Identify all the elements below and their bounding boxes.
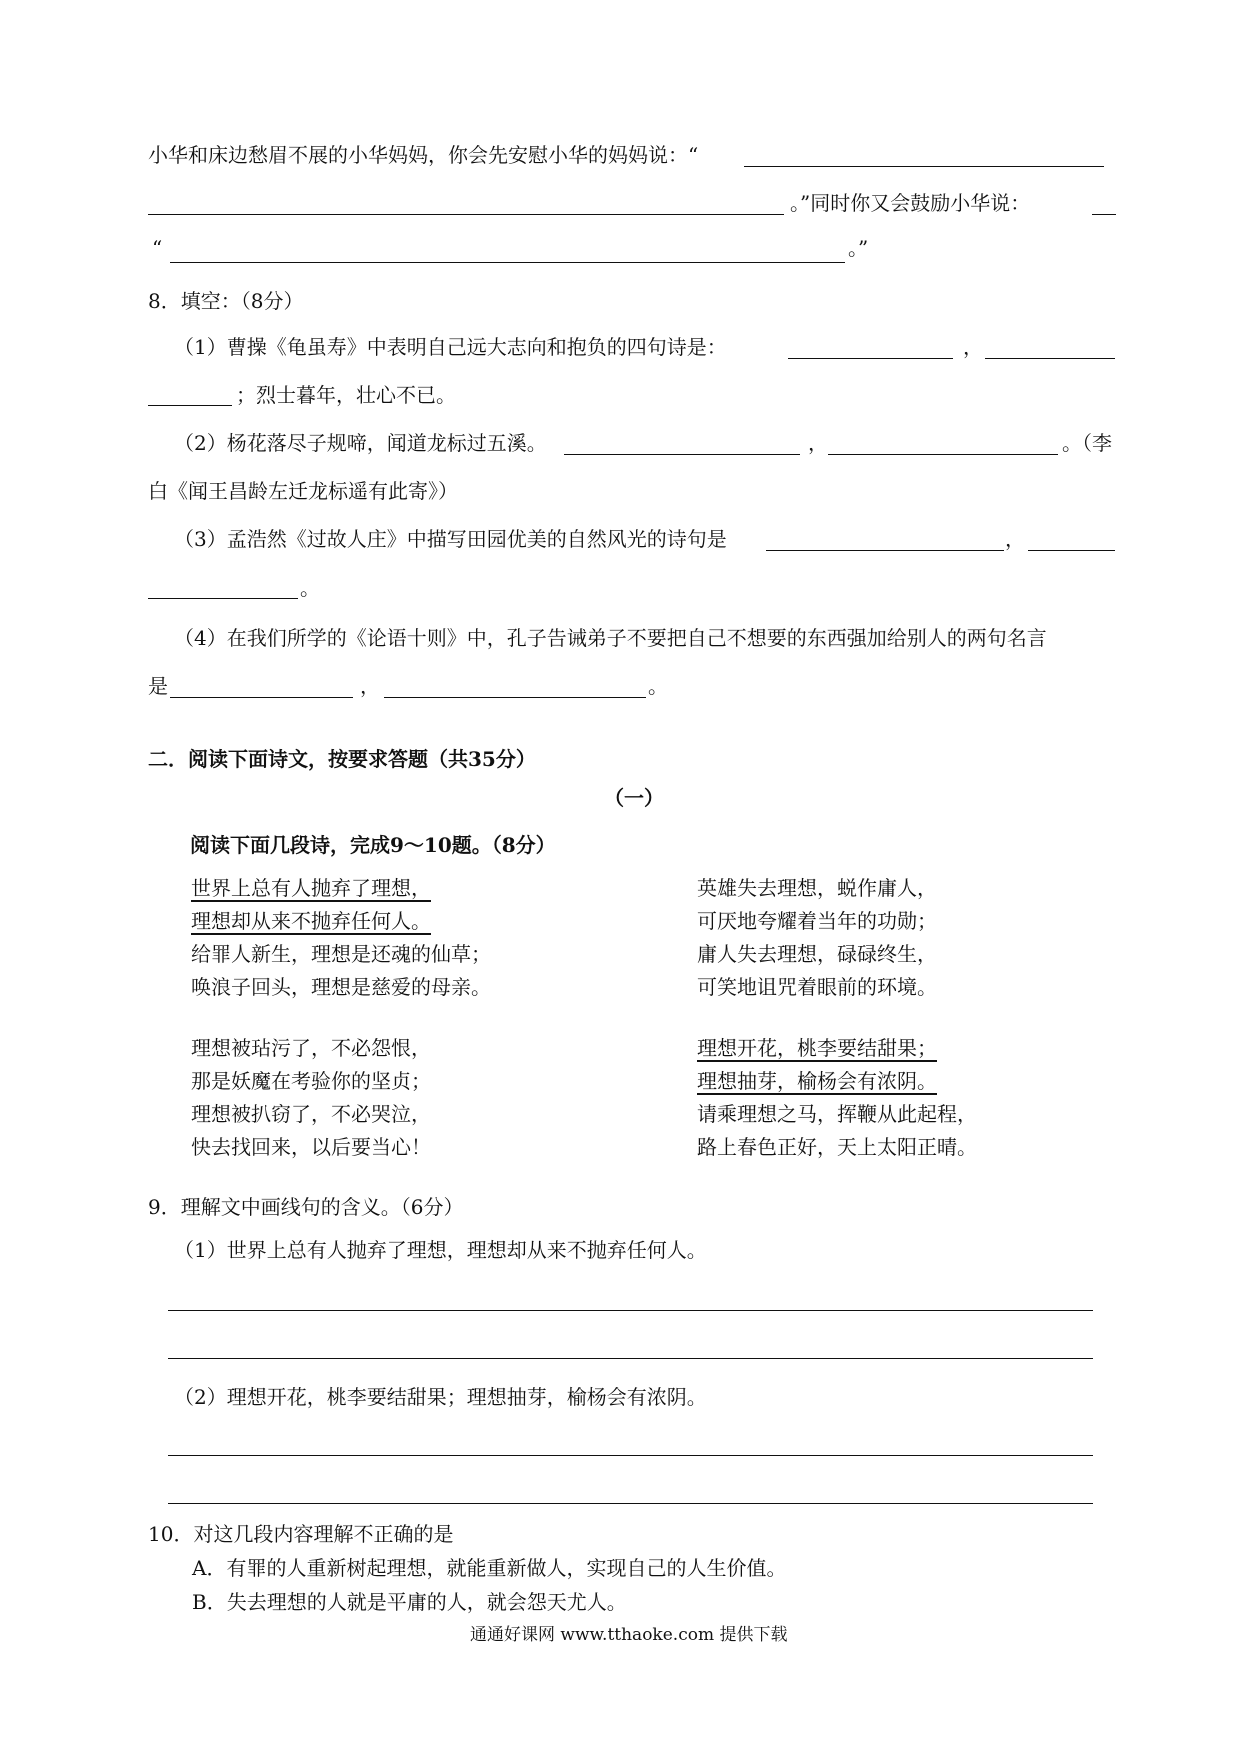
poem-line: 快去找回来，以后要当心！ xyxy=(191,1135,431,1159)
answer-blank[interactable] xyxy=(148,598,298,599)
question-item: （3）孟浩然《过故人庄》中描写田园优美的自然风光的诗句是 xyxy=(174,527,727,551)
answer-blank[interactable] xyxy=(828,454,1058,455)
poem-line-underlined: 理想抽芽，榆杨会有浓阴。 xyxy=(697,1069,937,1093)
text-line: 。 xyxy=(648,674,668,698)
answer-blank[interactable] xyxy=(788,358,953,359)
answer-blank[interactable] xyxy=(985,358,1115,359)
comma: ， xyxy=(360,674,380,698)
question-item: （1）世界上总有人抛弃了理想，理想却从来不抛弃任何人。 xyxy=(174,1238,707,1262)
question-item: （1）曹操《龟虽寿》中表明自己远大志向和抱负的四句诗是： xyxy=(174,335,727,359)
poem-line: 英雄失去理想，蜕作庸人， xyxy=(697,876,937,900)
page-footer: 通通好课网 www.tthaoke.com 提供下载 xyxy=(470,1625,788,1645)
close-quote: 。” xyxy=(848,236,869,260)
answer-line[interactable] xyxy=(168,1358,1093,1359)
answer-blank[interactable] xyxy=(564,454,800,455)
text-line: 白《闻王昌龄左迁龙标遥有此寄》） xyxy=(148,479,458,503)
poem-line-underlined: 理想开花，桃李要结甜果； xyxy=(697,1036,937,1060)
question-title: 9．理解文中画线句的含义。（6分） xyxy=(148,1195,464,1219)
answer-line[interactable] xyxy=(168,1310,1093,1311)
poem-line: 那是妖魔在考验你的坚贞； xyxy=(191,1069,431,1093)
question-item: （4）在我们所学的《论语十则》中，孔子告诫弟子不要把自己不想要的东西强加给别人的两句名言 xyxy=(174,626,1047,650)
poem-line: 理想被扒窃了，不必哭泣， xyxy=(191,1102,431,1126)
answer-blank[interactable] xyxy=(1092,214,1116,215)
answer-blank[interactable] xyxy=(170,262,845,263)
comma: ， xyxy=(963,335,983,359)
choice-a[interactable]: A．有罪的人重新树起理想，就能重新做人，实现自己的人生价值。 xyxy=(192,1556,787,1580)
poem-line: 理想被玷污了，不必怨恨， xyxy=(191,1036,431,1060)
text-line: 。（李 xyxy=(1062,431,1112,455)
poem-line: 给罪人新生，理想是还魂的仙草； xyxy=(191,942,491,966)
poem-line: 可厌地夸耀着当年的功勋； xyxy=(697,909,937,933)
answer-blank[interactable] xyxy=(744,166,1104,167)
question-item: ；烈士暮年，壮心不已。 xyxy=(236,383,456,407)
answer-line[interactable] xyxy=(168,1503,1093,1504)
answer-blank[interactable] xyxy=(766,550,1004,551)
comma: ， xyxy=(1005,527,1025,551)
text-line: 。”同时你又会鼓励小华说： xyxy=(790,191,1031,215)
poem-line: 庸人失去理想，碌碌终生， xyxy=(697,942,937,966)
answer-blank[interactable] xyxy=(384,697,646,698)
text-line: 是 xyxy=(148,674,168,698)
poem-line: 请乘理想之马，挥鞭从此起程， xyxy=(697,1102,977,1126)
comma: ， xyxy=(808,431,828,455)
choice-b[interactable]: B．失去理想的人就是平庸的人，就会怨天尤人。 xyxy=(192,1590,627,1614)
answer-blank[interactable] xyxy=(148,405,232,406)
poem-line-underlined: 世界上总有人抛弃了理想， xyxy=(191,876,431,900)
answer-blank[interactable] xyxy=(148,214,784,215)
answer-line[interactable] xyxy=(168,1455,1093,1456)
question-item: （2）理想开花，桃李要结甜果；理想抽芽，榆杨会有浓阴。 xyxy=(174,1385,707,1409)
instruction: 阅读下面几段诗，完成9～10题。（8分） xyxy=(190,833,556,857)
section-heading: 二．阅读下面诗文，按要求答题（共35分） xyxy=(148,747,536,771)
poem-line: 唤浪子回头，理想是慈爱的母亲。 xyxy=(191,975,491,999)
answer-blank[interactable] xyxy=(1028,550,1115,551)
question-title: 8．填空：（8分） xyxy=(148,289,304,313)
answer-blank[interactable] xyxy=(170,697,353,698)
text-line: 小华和床边愁眉不展的小华妈妈，你会先安慰小华的妈妈说：“ xyxy=(148,143,699,167)
poem-line-underlined: 理想却从来不抛弃任何人。 xyxy=(191,909,431,933)
poem-line: 路上春色正好，天上太阳正晴。 xyxy=(697,1135,977,1159)
question-title: 10．对这几段内容理解不正确的是 xyxy=(148,1522,454,1546)
text-line: 。 xyxy=(300,576,320,600)
poem-line: 可笑地诅咒着眼前的环境。 xyxy=(697,975,937,999)
open-quote: “ xyxy=(152,236,163,260)
question-item: （2）杨花落尽子规啼，闻道龙标过五溪。 xyxy=(174,431,547,455)
subsection-heading: （一） xyxy=(604,786,664,810)
